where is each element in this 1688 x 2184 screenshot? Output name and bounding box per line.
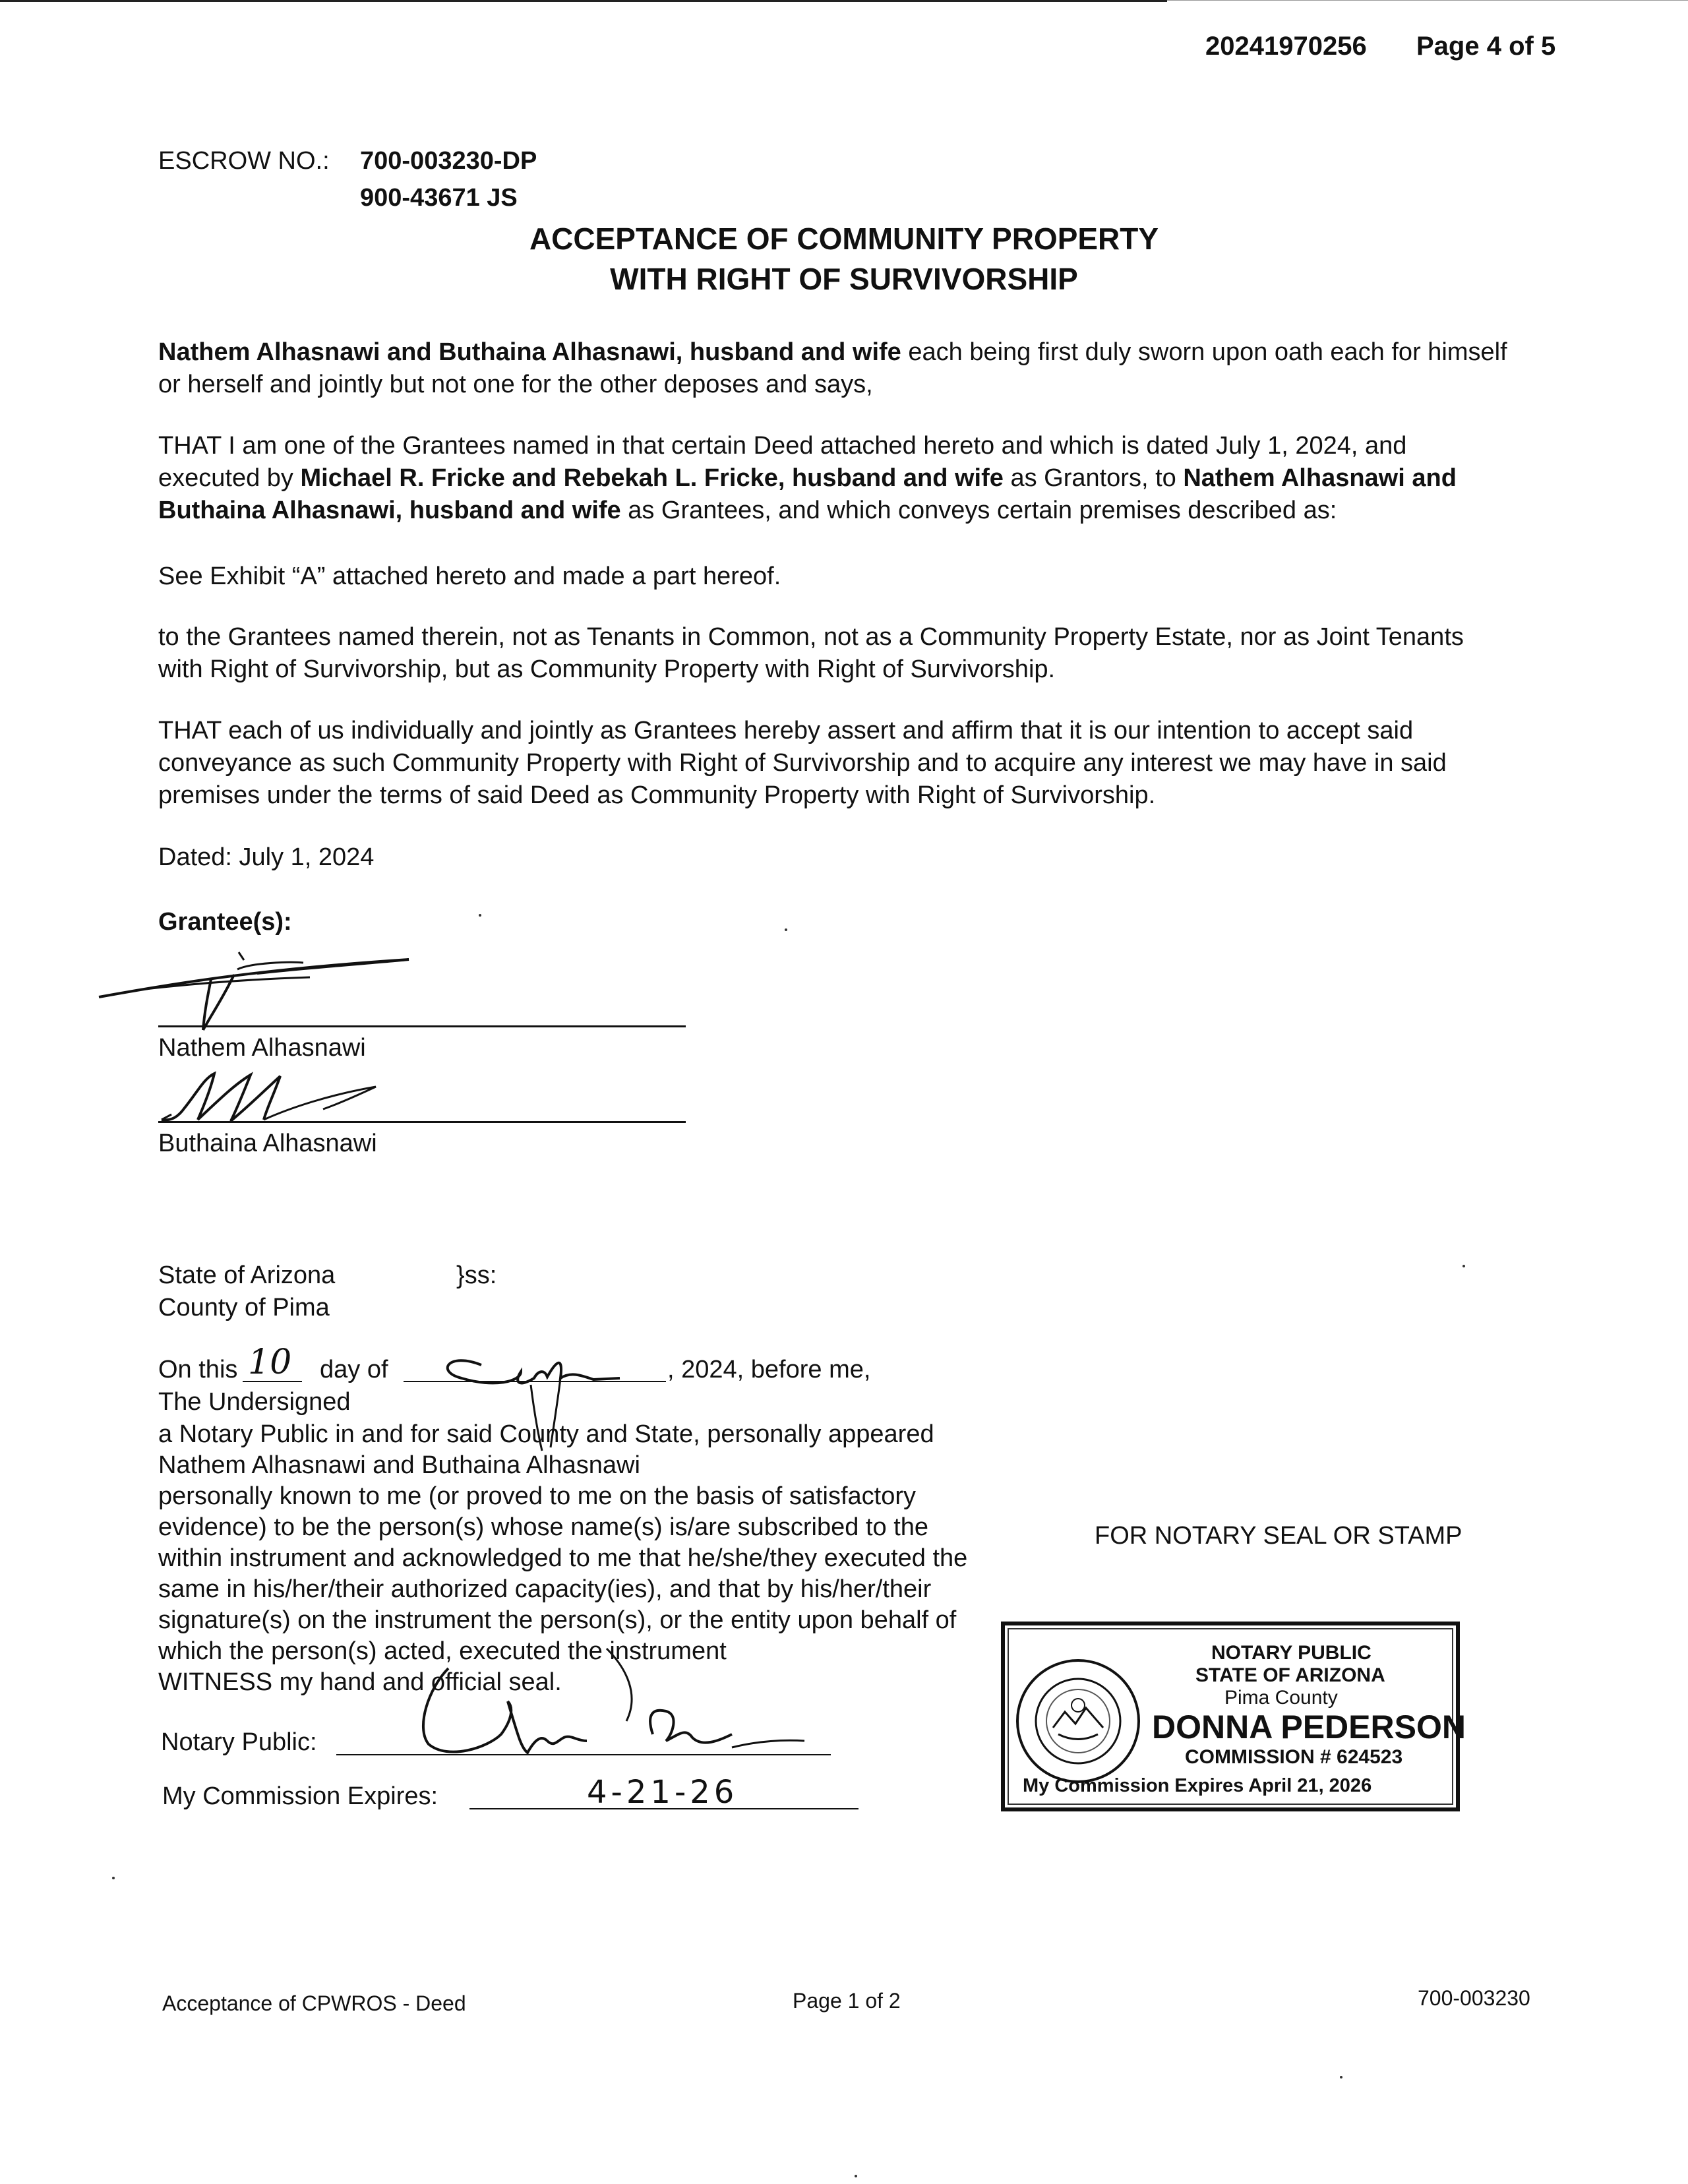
commission-handwritten: 4-21-26 [587,1774,738,1811]
scan-speck [855,2175,857,2177]
escrow-number-2: 900-43671 JS [360,184,518,212]
signature-buthaina [158,1068,435,1128]
notary-line-8: which the person(s) acted, executed the instrument [158,1637,727,1665]
day-handwritten: 10 [248,1343,292,1382]
seal-placeholder-label: FOR NOTARY SEAL OR STAMP [1095,1522,1462,1550]
notary-county: County of Pima [158,1294,330,1321]
footer-left: Acceptance of CPWROS - Deed [162,1991,466,2015]
signer-1-name: Nathem Alhasnawi [158,1034,366,1062]
scan-speck [112,1877,115,1879]
stamp-line1: NOTARY PUBLIC [1211,1642,1372,1664]
year-text: , 2024, before me, [667,1356,871,1383]
notary-line-3: personally known to me (or proved to me on the basis of satisfactory [158,1482,916,1510]
escrow-number-1: 700-003230-DP [360,147,537,175]
stamp-expires: My Commission Expires April 21, 2026 [1023,1775,1372,1796]
paragraph-exhibit: See Exhibit “A” attached hereto and made a part hereof. [158,562,781,590]
on-this-label: On this [158,1356,238,1383]
stamp-line3: Pima County [1224,1687,1338,1709]
scan-speck [1462,1265,1465,1267]
notary-line-9: WITNESS my hand and official seal. [158,1668,562,1696]
scan-speck [785,928,787,931]
scan-speck [1340,2076,1342,2078]
notary-line-1: a Notary Public in and for said County and State, personally appeared [158,1420,934,1448]
signature-line-2 [158,1121,686,1123]
undersigned-text: The Undersigned [158,1388,351,1416]
arizona-seal-icon [1012,1655,1144,1787]
recording-number: 20241970256 [1205,32,1367,61]
notary-stamp [999,1609,1466,1820]
document-title-line1: ACCEPTANCE OF COMMUNITY PROPERTY [529,222,1159,256]
notary-signature [389,1642,811,1767]
notary-line-5: within instrument and acknowledged to me that he/she/they executed the [158,1544,968,1572]
oath-text: each being first duly sworn upon oath each for himself or herself and jointly but not one for the other deposes and says, [158,338,1507,398]
notary-public-label: Notary Public: [161,1728,317,1756]
notary-line-2: Nathem Alhasnawi and Buthaina Alhasnawi [158,1451,640,1479]
grantee-names: Nathem Alhasnawi and Buthaina Alhasnawi, husband and wife [158,338,901,366]
footer-center: Page 1 of 2 [793,1989,901,2013]
top-rule-faint [1167,0,1688,1]
stamp-name: DONNA PEDERSON [1152,1709,1466,1745]
dated-line: Dated: July 1, 2024 [158,843,375,871]
paragraph-affirm: THAT each of us individually and jointly as Grantees hereby assert and affirm that it is our intention to accept said conveyance as such Community Property with Right of Survivorship and to acquire any interest we may have in said premises under the terms of said Deed as Community Property with Right of Survivorship. [158,717,1447,809]
paragraph-oath [158,336,1510,401]
signature-line-1 [158,1025,686,1027]
footer-right: 700-003230 [1418,1986,1530,2010]
signer-2-name: Buthaina Alhasnawi [158,1130,377,1157]
day-of-label: day of [320,1356,388,1383]
paragraph-deed [158,430,1510,527]
grantees-label: Grantee(s): [158,908,292,936]
grantor-names: Michael R. Fricke and Rebekah L. Fricke, husband and wife [300,464,1004,492]
notary-line-7: signature(s) on the instrument the person(s), or the entity upon behalf of [158,1606,957,1634]
signature-nathem [92,943,422,1035]
paragraph-tenancy: to the Grantees named therein, not as Tenants in Common, not as a Community Property Estate, nor as Joint Tenants with Right of Survivorship, but as Community Property with Right of Survivorship. [158,623,1464,683]
notary-state: State of Arizona [158,1261,336,1289]
notary-ss: }ss: [456,1261,497,1289]
scan-speck [479,914,481,917]
deed-text-2: as Grantors, to [1003,464,1184,492]
deed-text-3: as Grantees, and which conveys certain premises described as: [620,497,1337,524]
document-title-line2: WITH RIGHT OF SURVIVORSHIP [610,262,1078,296]
deed-text-1: THAT I am one of the Grantees named in that certain Deed attached hereto and which is dated July 1, 2024, and executed by [158,432,1407,492]
notary-line-6: same in his/her/their authorized capacity(ies), and that by his/her/their [158,1575,932,1603]
page-label: Page 4 of 5 [1416,32,1556,61]
commission-expires-label: My Commission Expires: [162,1782,438,1810]
stamp-commission: COMMISSION # 624523 [1185,1746,1403,1768]
top-rule [0,0,1167,2]
escrow-label: ESCROW NO.: [158,147,330,175]
notary-line-4: evidence) to be the person(s) whose name(s) is/are subscribed to the [158,1513,929,1541]
stamp-line2: STATE OF ARIZONA [1195,1664,1385,1686]
grantee-names-2: Nathem Alhasnawi and Buthaina Alhasnawi, husband and wife [158,464,1457,524]
